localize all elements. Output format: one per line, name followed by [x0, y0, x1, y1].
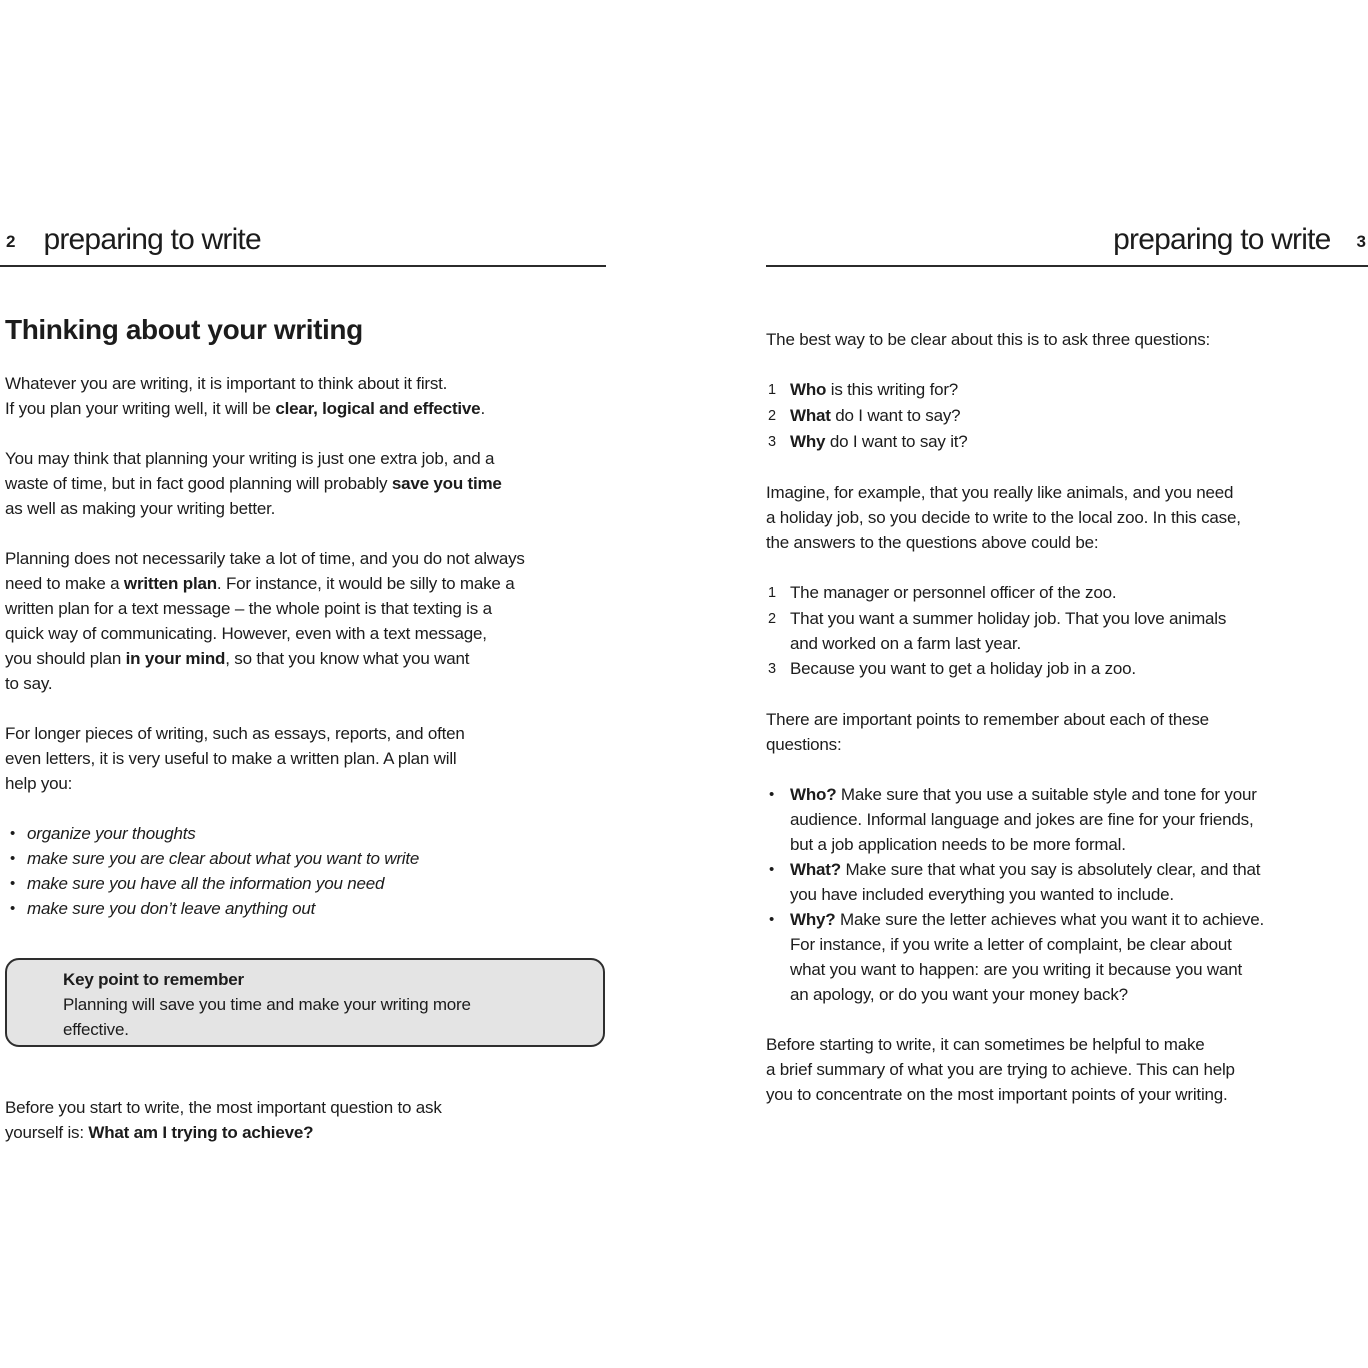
paragraph: The best way to be clear about this is to ask three questions:: [766, 330, 1211, 349]
list-item: [766, 606, 1366, 656]
list-item: [5, 821, 625, 846]
paragraph: For longer pieces of writing, such as essays, reports, and often even letters, it is very useful to make a written plan. A plan will help you:: [5, 724, 465, 793]
numbered-list-answers: [766, 580, 1366, 682]
paragraph: Before you start to write, the most important question to ask yourself is: What am I trying to achieve?: [5, 1098, 442, 1142]
list-item-text: Because you want to get a holiday job in a zoo.: [790, 659, 1136, 678]
paragraph: You may think that planning your writing is just one extra job, and a waste of time, but in fact good planning will probably save you time as well as making your writing better.: [5, 449, 502, 518]
list-item: [5, 846, 625, 871]
paragraph: Planning does not necessarily take a lot of time, and you do not always need to make a written plan. For instance, it would be silly to make a written plan for a text message – the whole point is that texting is a quick way of communicating. However, even with a text message, you should plan in your mind, so that you know what you want to say.: [5, 549, 525, 693]
bullet-list: [5, 821, 625, 921]
list-item-text: What? Make sure that what you say is absolutely clear, and that you have included everything you wanted to include.: [790, 860, 1261, 904]
item-number: 2: [768, 408, 776, 424]
list-item-text: make sure you are clear about what you want to write: [27, 849, 420, 868]
bullet-icon: •: [10, 900, 16, 917]
item-number: 3: [768, 434, 776, 450]
list-item: [766, 857, 1366, 907]
bullet-list-points: [766, 782, 1366, 1007]
page-number: 2: [6, 232, 16, 251]
numbered-list-questions: [766, 377, 1366, 455]
list-item-text: Why do I want to say it?: [790, 432, 968, 451]
list-item-text: That you want a summer holiday job. That you love animals and worked on a farm last year.: [790, 609, 1227, 653]
list-item-text: Who? Make sure that you use a suitable style and tone for your audience. Informal language and jokes are fine for your friends, but a job application needs to be more formal.: [790, 785, 1257, 854]
bullet-icon: •: [769, 786, 775, 803]
list-item: [766, 907, 1366, 1007]
list-item: [766, 377, 1366, 403]
left-page-body: [5, 313, 625, 1145]
list-item-text: What do I want to say?: [790, 406, 961, 425]
bullet-icon: •: [10, 825, 16, 842]
left-page-header: [0, 0, 606, 267]
list-item-text: organize your thoughts: [27, 824, 196, 843]
list-item: [766, 403, 1366, 429]
running-head: preparing to write: [1113, 223, 1331, 256]
list-item-text: make sure you have all the information you need: [27, 874, 385, 893]
item-number: 1: [768, 382, 776, 398]
item-number: 2: [768, 611, 776, 627]
right-page-body: [766, 327, 1366, 1107]
bullet-icon: •: [10, 875, 16, 892]
item-number: 1: [768, 585, 776, 601]
item-number: 3: [768, 661, 776, 677]
running-head: preparing to write: [43, 223, 261, 256]
list-item-text: make sure you don’t leave anything out: [27, 899, 316, 918]
key-point-title: Key point to remember: [63, 970, 244, 989]
list-item-text: The manager or personnel officer of the zoo.: [790, 583, 1117, 602]
bullet-icon: •: [769, 911, 775, 928]
right-page-header: [766, 0, 1368, 267]
list-item-text: Who is this writing for?: [790, 380, 959, 399]
key-point-body: Planning will save you time and make your writing more effective.: [63, 995, 471, 1039]
paragraph: There are important points to remember about each of these questions:: [766, 710, 1209, 754]
list-item: [766, 656, 1366, 682]
section-title: Thinking about your writing: [5, 314, 363, 345]
list-item: [5, 896, 625, 921]
list-item: [766, 782, 1366, 857]
key-point-box: [5, 958, 605, 1047]
list-item: [766, 429, 1366, 455]
paragraph: Whatever you are writing, it is important to think about it first. If you plan your writing well, it will be clear, logical and effective.: [5, 374, 485, 418]
list-item: [5, 871, 625, 896]
list-item-text: Why? Make sure the letter achieves what you want it to achieve. For instance, if you write a letter of complaint, be clear about what you want to happen: are you writing it because you want an apology, or do you want your money back?: [790, 910, 1265, 1004]
paragraph: Before starting to write, it can sometimes be helpful to make a brief summary of what you are trying to achieve. This can help you to concentrate on the most important points of your writing.: [766, 1035, 1235, 1104]
bullet-icon: •: [10, 850, 16, 867]
list-item: [766, 580, 1366, 606]
page-number: 3: [1356, 232, 1366, 251]
paragraph: Imagine, for example, that you really like animals, and you need a holiday job, so you decide to write to the local zoo. In this case, the answers to the questions above could be:: [766, 483, 1241, 552]
bullet-icon: •: [769, 861, 775, 878]
